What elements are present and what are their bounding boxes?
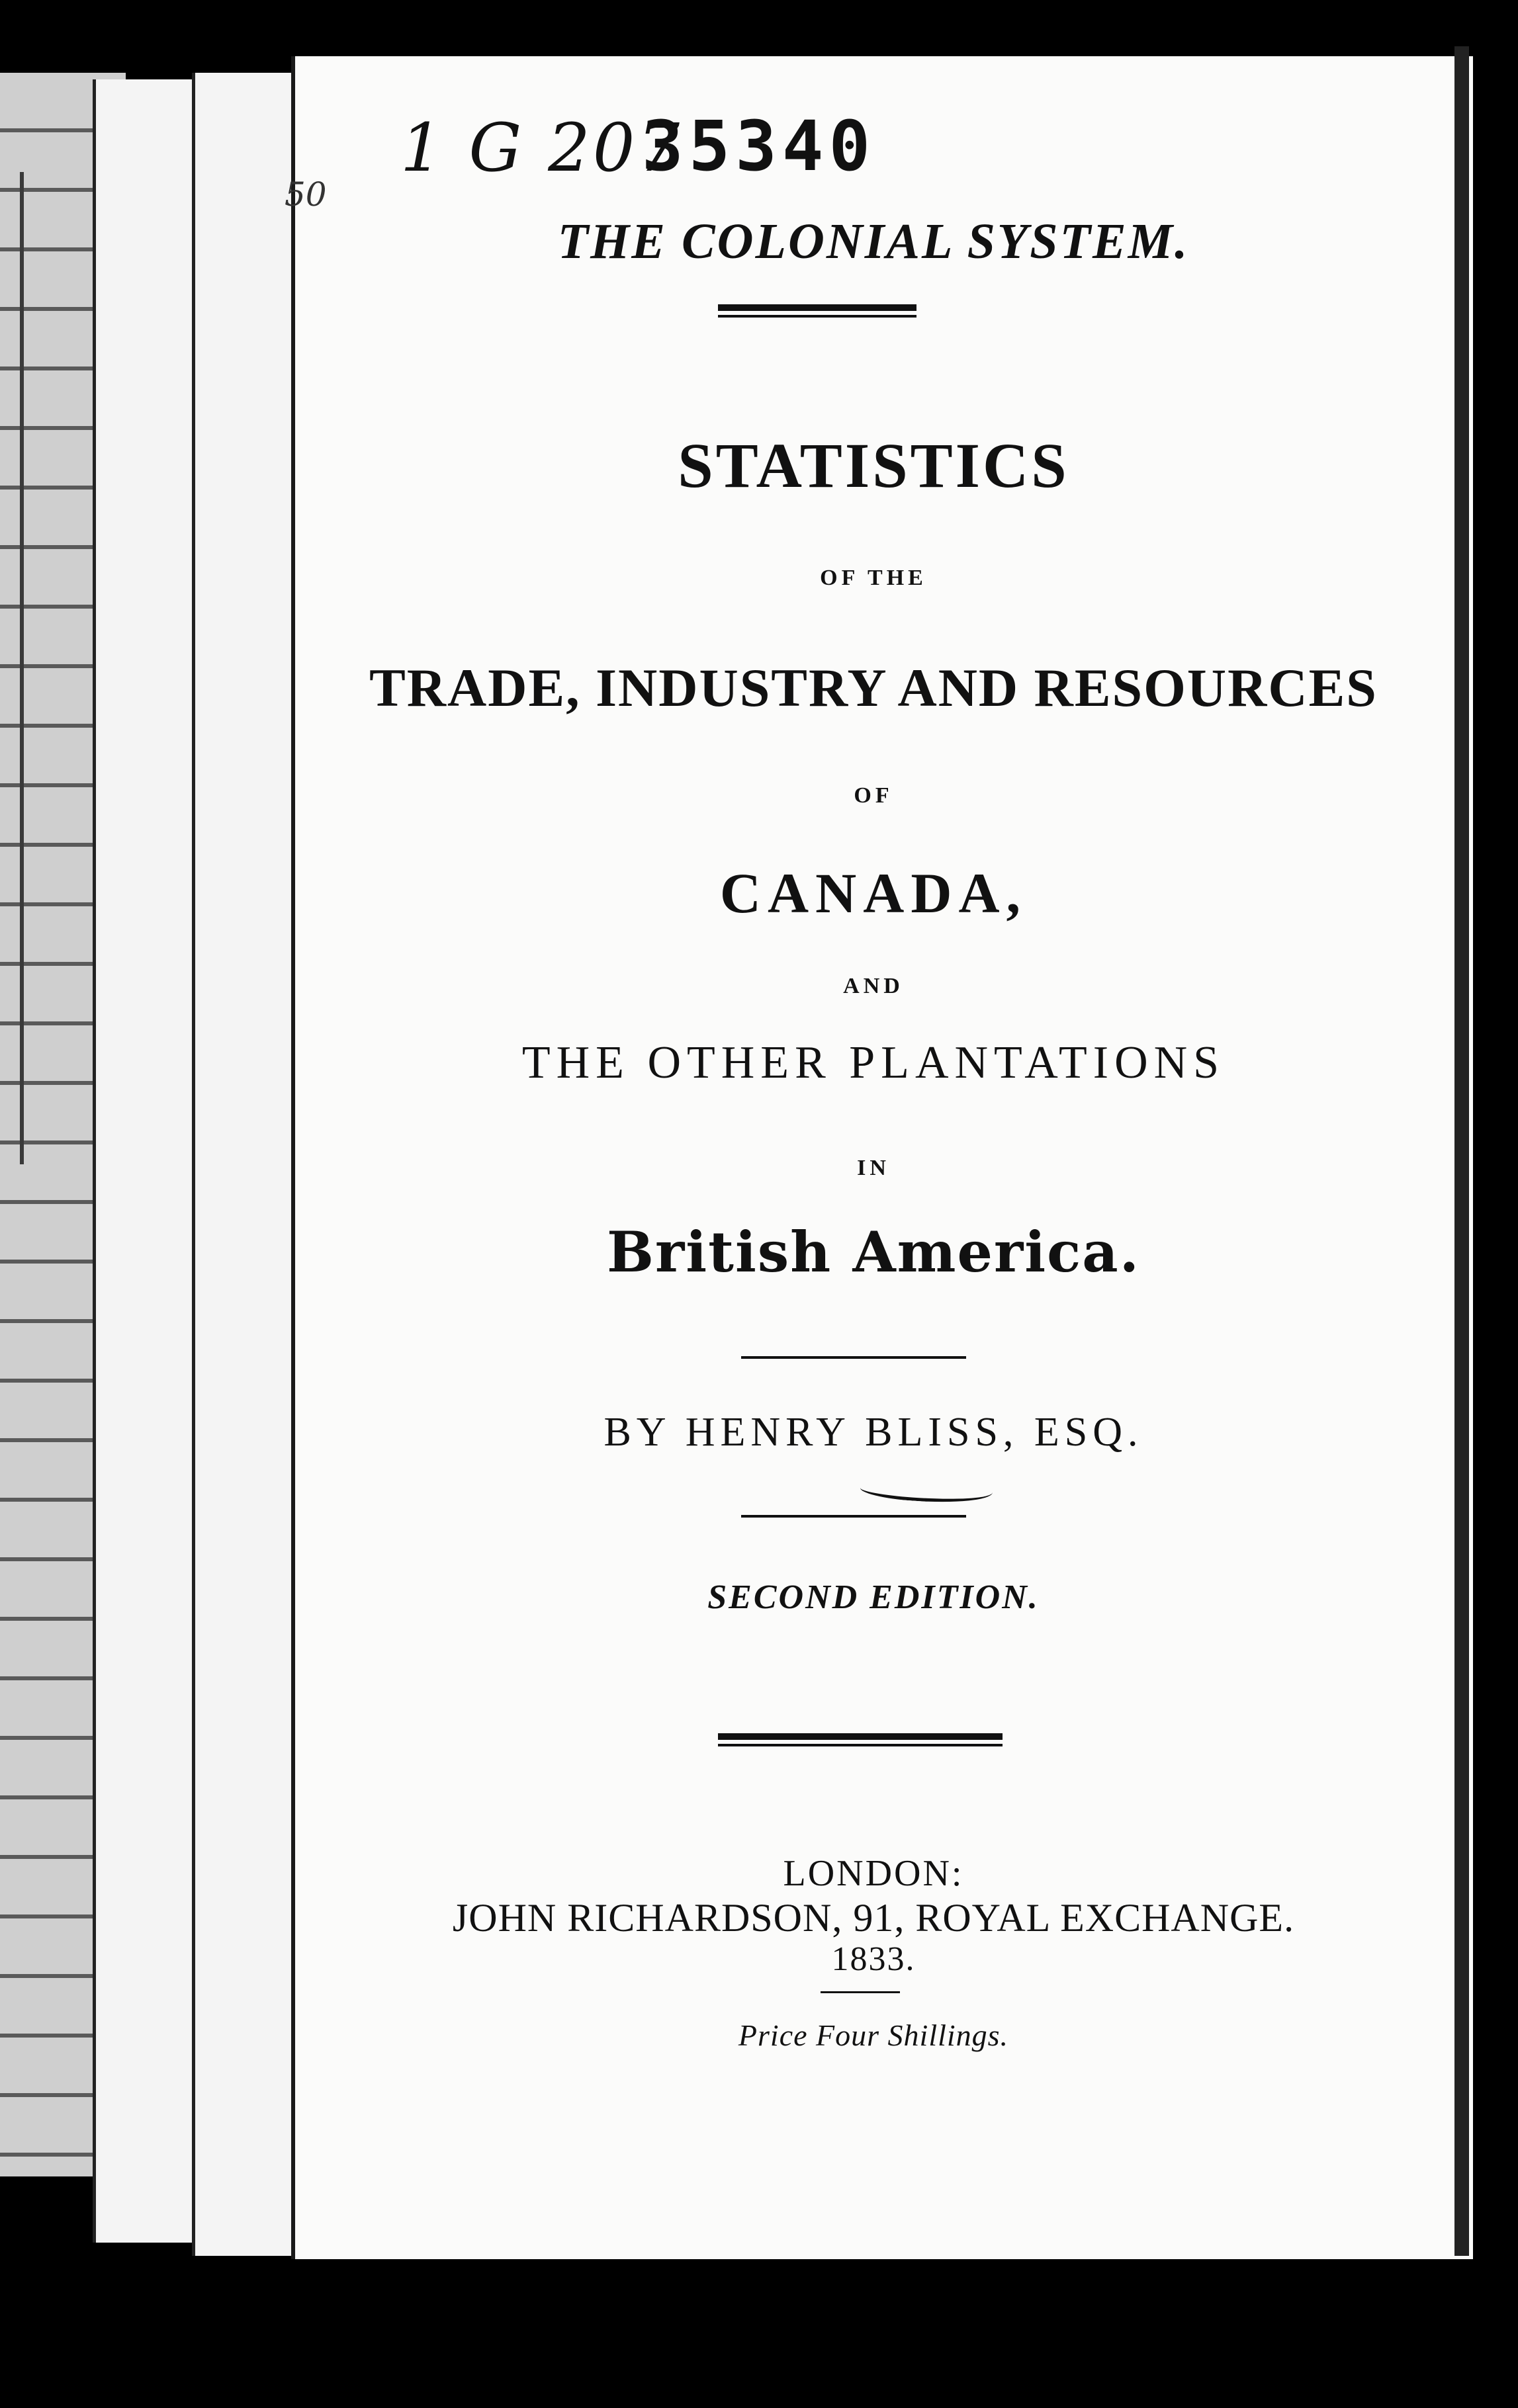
place-canada: CANADA, [719,861,1028,925]
imprint-publisher: JOHN RICHARDSON, 91, ROYAL EXCHANGE. [452,1896,1295,1940]
main-title: STATISTICS [678,430,1069,501]
connector-of: OF [854,783,893,808]
place-other-plantations: THE OTHER PLANTATIONS [521,1037,1226,1088]
stamped-accession-number: 35340 [642,106,876,187]
double-rule-divider [718,304,916,318]
imprint-year: 1833. [831,1940,916,1978]
region-british-america: British America. [607,1219,1140,1285]
connector-of-the: OF THE [820,566,927,590]
handwritten-shelfmark: 1 G 207 [400,109,682,187]
author-line: BY HENRY BLISS, ESQ. [603,1410,1143,1455]
binding-tab-outer [93,79,199,2243]
subject-line: TRADE, INDUSTRY AND RESOURCES [369,658,1378,718]
page-edge-shadow [1454,46,1469,2256]
connector-and: AND [843,974,904,998]
margin-note: 50 [285,175,327,214]
double-rule-divider-lower [718,1733,1003,1746]
imprint-city: LONDON: [783,1853,964,1894]
series-title: THE COLONIAL SYSTEM. [557,214,1190,269]
rule-below-author [741,1515,966,1518]
connector-in: IN [857,1156,890,1180]
rule-above-author [741,1356,966,1359]
ledger-rule [20,172,24,1164]
price-line: Price Four Shillings. [738,2018,1009,2052]
binding-tab-inner [192,73,298,2256]
rule-above-price [821,1991,900,1993]
edition-line: SECOND EDITION. [707,1578,1040,1616]
